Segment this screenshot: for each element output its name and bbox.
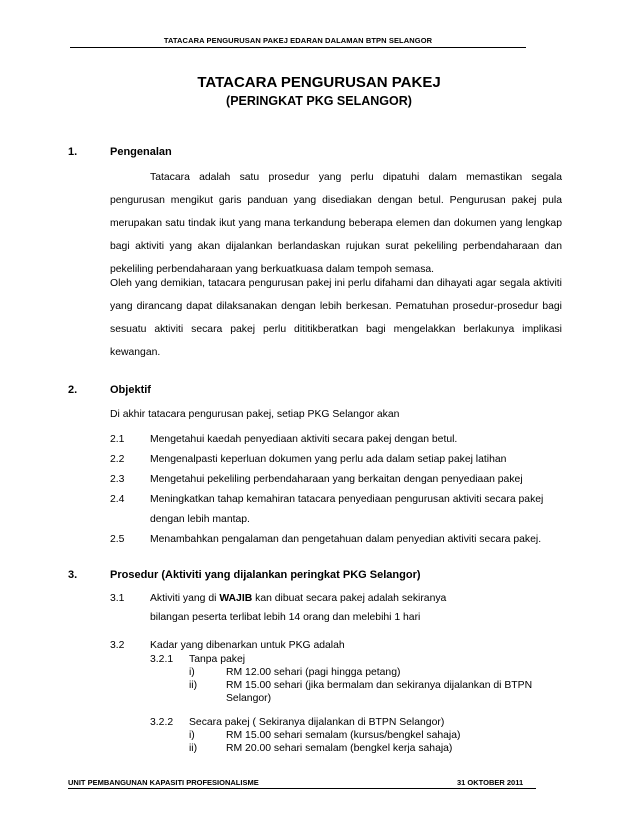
document-title: TATACARA PENGURUSAN PAKEJ [197, 74, 441, 91]
footer-date: 31 OKTOBER 2011 [457, 778, 524, 787]
header-rule [70, 47, 526, 48]
objektif-item-number: 2.5 [110, 534, 125, 545]
objektif-item-number: 2.2 [110, 454, 125, 465]
rate-roman: ii) [189, 743, 198, 754]
objektif-item-text: Mengenalpasti keperluan dokumen yang perlu ada dalam setiap pakej latihan [150, 454, 507, 465]
section-2-number: 2. [68, 384, 78, 396]
section-3-number: 3. [68, 569, 78, 581]
rate-text: RM 20.00 sehari semalam (bengkel kerja sahaja) [226, 743, 453, 754]
prosedur-item-3-1-line-1 [150, 593, 446, 604]
prosedur-item-number: 3.2 [110, 640, 125, 651]
objektif-item-number: 2.3 [110, 474, 125, 485]
objektif-item-text: Mengetahui pekeliling perbendaharaan yang berkaitan dengan penyediaan pakej [150, 474, 523, 485]
footer-rule [68, 788, 536, 789]
section-1-paragraph-1 [110, 166, 562, 281]
objektif-intro: Di akhir tatacara pengurusan pakej, setiap PKG Selangor akan [110, 409, 400, 420]
section-2-heading: Objektif [110, 384, 151, 396]
section-1-heading: Pengenalan [110, 146, 172, 158]
section-3-heading: Prosedur (Aktiviti yang dijalankan peringkat PKG Selangor) [110, 569, 421, 581]
prosedur-item-3-1-line-2: bilangan peserta terlibat lebih 14 orang dan melebihi 1 hari [150, 612, 421, 623]
objektif-item-text: Mengetahui kaedah penyediaan aktiviti secara pakej dengan betul. [150, 434, 458, 445]
rate-roman: i) [189, 730, 195, 741]
prosedur-text-pre: Aktiviti yang di [150, 593, 220, 604]
rate-roman: ii) [189, 680, 198, 691]
rate-roman: i) [189, 667, 195, 678]
document-subtitle: (PERINGKAT PKG SELANGOR) [226, 94, 412, 108]
objektif-item-number: 2.4 [110, 494, 125, 505]
wajib-emphasis: WAJIB [219, 593, 253, 604]
prosedur-item-3-2-text: Kadar yang dibenarkan untuk PKG adalah [150, 640, 345, 651]
subitem-text: Tanpa pakej [189, 654, 246, 665]
subitem-text: Secara pakej ( Sekiranya dijalankan di BTPN Selangor) [189, 717, 445, 728]
subitem-number: 3.2.1 [150, 654, 174, 665]
prosedur-text-post: kan dibuat secara pakej adalah sekiranya [252, 593, 447, 604]
running-header: TATACARA PENGURUSAN PAKEJ EDARAN DALAMAN BTPN SELANGOR [163, 36, 433, 45]
footer-unit: UNIT PEMBANGUNAN KAPASITI PROFESIONALISME [68, 778, 259, 787]
rate-text-continued: Selangor) [226, 693, 272, 704]
rate-text: RM 15.00 sehari (jika bermalam dan sekiranya dijalankan di BTPN [226, 680, 533, 691]
section-1-paragraph-2 [110, 272, 562, 364]
objektif-item-text-continued: dengan lebih mantap. [150, 514, 250, 525]
pengenalan-text-2: Oleh yang demikian, tatacara pengurusan pakej ini perlu difahami dan dihayati agar segala aktiviti yang dirancang dapat dilaksanakan dengan lebih berkesan. Pematuhan prosedur-prosedur bagi sesuatu aktiviti secara pakej perlu dititikberatkan bagi mengelakkan berlakunya implikasi kewangan. [110, 278, 562, 358]
objektif-item-number: 2.1 [110, 434, 125, 445]
pengenalan-text-1: Tatacara adalah satu prosedur yang perlu dipatuhi dalam memastikan segala pengurusan mengikut garis panduan yang disediakan dengan betul. Pengurusan pakej pula merupakan satu tindak ikut yang mana terkandung beberapa elemen dan dokumen yang lengkap bagi aktiviti yang akan dijalankan berlandaskan rujukan surat pekeliling perbendaharaan dan pekeliling perbendaharaan yang berkuatkuasa dalam tempoh semasa. [110, 172, 562, 275]
section-1-number: 1. [68, 146, 78, 158]
prosedur-item-number: 3.1 [110, 593, 125, 604]
objektif-item-text: Menambahkan pengalaman dan pengetahuan dalam penyedian aktiviti secara pakej. [150, 534, 542, 545]
subitem-number: 3.2.2 [150, 717, 174, 728]
rate-text: RM 12.00 sehari (pagi hingga petang) [226, 667, 401, 678]
objektif-item-text: Meningkatkan tahap kemahiran tatacara penyediaan pengurusan aktiviti secara pakej [150, 494, 544, 505]
rate-text: RM 15.00 sehari semalam (kursus/bengkel sahaja) [226, 730, 461, 741]
